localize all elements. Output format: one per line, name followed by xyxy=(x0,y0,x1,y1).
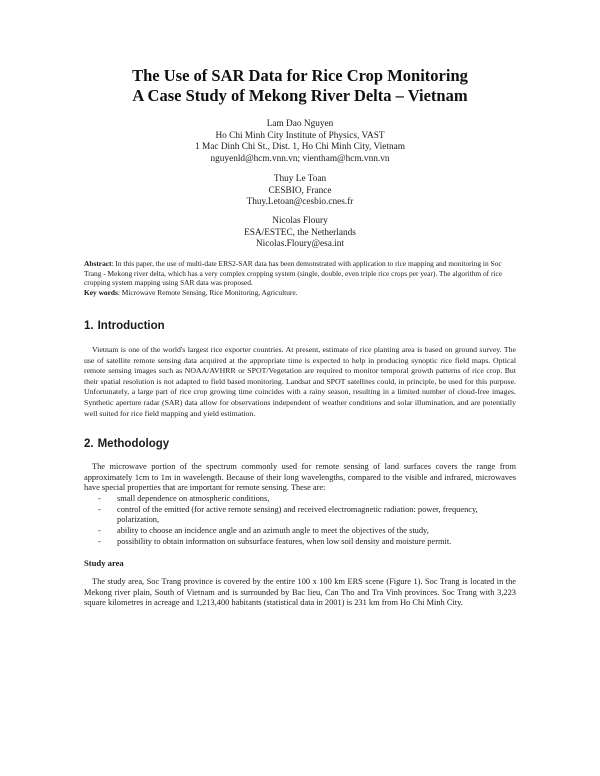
section-title: Introduction xyxy=(97,320,165,332)
author-email: Thuy.Letoan@cesbio.cnes.fr xyxy=(246,197,354,207)
list-item: - possibility to obtain information on subsurface features, when low soil density and moisture permit. xyxy=(98,536,452,546)
author-name: Nicolas Floury xyxy=(272,216,328,226)
abstract-label: Abstract xyxy=(84,259,112,268)
keywords-label: Key words xyxy=(84,287,118,297)
author-address: 1 Mac Dinh Chi St., Dist. 1, Ho Chi Minh City, Vietnam xyxy=(195,142,405,152)
study-area-paragraph xyxy=(84,577,516,609)
bullet-mark: - xyxy=(98,536,101,546)
introduction-paragraph xyxy=(84,345,516,419)
paper-title-line-2: A Case Study of Mekong River Delta – Vietnam xyxy=(132,86,468,105)
author-name: Thuy Le Toan xyxy=(273,174,327,184)
methodology-paragraph xyxy=(84,462,516,494)
author-affiliation: ESA/ESTEC, the Netherlands xyxy=(244,227,356,238)
abstract-text: : In this paper, the use of multi-date ERS2-SAR data has been demonstrated with application to rice mapping and monitoring in Soc Trang - Mekong river delta, which has a very complex cropping system (single, double, even triple rice crops per year). The algorithm of rice cropping system mapping using SAR data was proposed. xyxy=(84,259,503,288)
author-email: Nicolas.Floury@esa.int xyxy=(255,239,345,249)
author-name: Lam Dao Nguyen xyxy=(266,119,334,129)
study-area-text: The study area, Soc Trang province is covered by the entire 100 x 100 km ERS scene (Figure 1). Soc Trang is located in the Mekong river plain, South of Vietnam and is surrounded by Bac lieu, Can Tho and Tra Vinh provinces. Soc Trang with 3,223 square kilometres in acreage and 1,213,400 habitants (statistical data in 2001) is 231 km from Ho Chi Minh City. xyxy=(84,577,516,608)
author-affiliation: CESBIO, France xyxy=(268,185,332,196)
section-title: Methodology xyxy=(97,438,170,450)
section-heading-methodology xyxy=(84,438,169,450)
list-item: - ability to choose an incidence angle and an azimuth angle to meet the objectives of the study, xyxy=(98,526,429,536)
bullet-mark: - xyxy=(98,504,101,514)
section-heading-introduction xyxy=(84,320,165,332)
list-item: - small dependence on atmospheric conditions, xyxy=(98,494,270,503)
methodology-text: The microwave portion of the spectrum commonly used for remote sensing of land surfaces covers the range from approximately 1cm to 1m in wavelength. Because of their long wavelengths, compared to the visible and infrared, microwaves have special properties that are important for remote sensing. These are: xyxy=(84,462,516,493)
bullet-mark: - xyxy=(98,526,101,536)
keywords-text: : Microwave Remote Sensing, Rice Monitoring, Agriculture. xyxy=(117,287,298,297)
section-number: 2. xyxy=(84,438,94,450)
author-affiliation: Ho Chi Minh City Institute of Physics, VAST xyxy=(215,130,385,141)
paper-title-line-1: The Use of SAR Data for Rice Crop Monitoring xyxy=(132,66,468,85)
author-email: nguyenld@hcm.vnn.vn; vientham@hcm.vnn.vn xyxy=(210,153,390,164)
subheading-study-area: Study area xyxy=(84,558,124,568)
bullet-mark: - xyxy=(98,494,101,503)
abstract xyxy=(84,259,516,297)
section-number: 1. xyxy=(84,320,94,332)
properties-list xyxy=(84,494,516,548)
introduction-text: Vietnam is one of the world's largest rice exporter countries. At present, estimate of rice planting area is based on ground survey. The use of satellite remote sensing data acquired at the appropriate time is expected to help in producing synoptic rice field maps. Optical remote sensing images such as NOAA/AVHRR or SPOT/Vegetation are required to monitor temporal growth patterns of rice crop. But their spatial resolution is not adapted to field based monitoring. Landsat and SPOT satellites could, in principle, be used for this purpose. Unfortunately, a large part of rice crop growing time coincides with a rainy season, resulting in a limited number of cloud-free images. Synthetic aperture radar (SAR) data allow for observations independent of weather conditions and solar illumination, and are potentially well suited for rice field mapping and yield estimation. xyxy=(84,345,516,418)
list-item: - control of the emitted (for active remote sensing) and received electromagnetic radiation: power, frequency, polarization, xyxy=(98,504,478,525)
